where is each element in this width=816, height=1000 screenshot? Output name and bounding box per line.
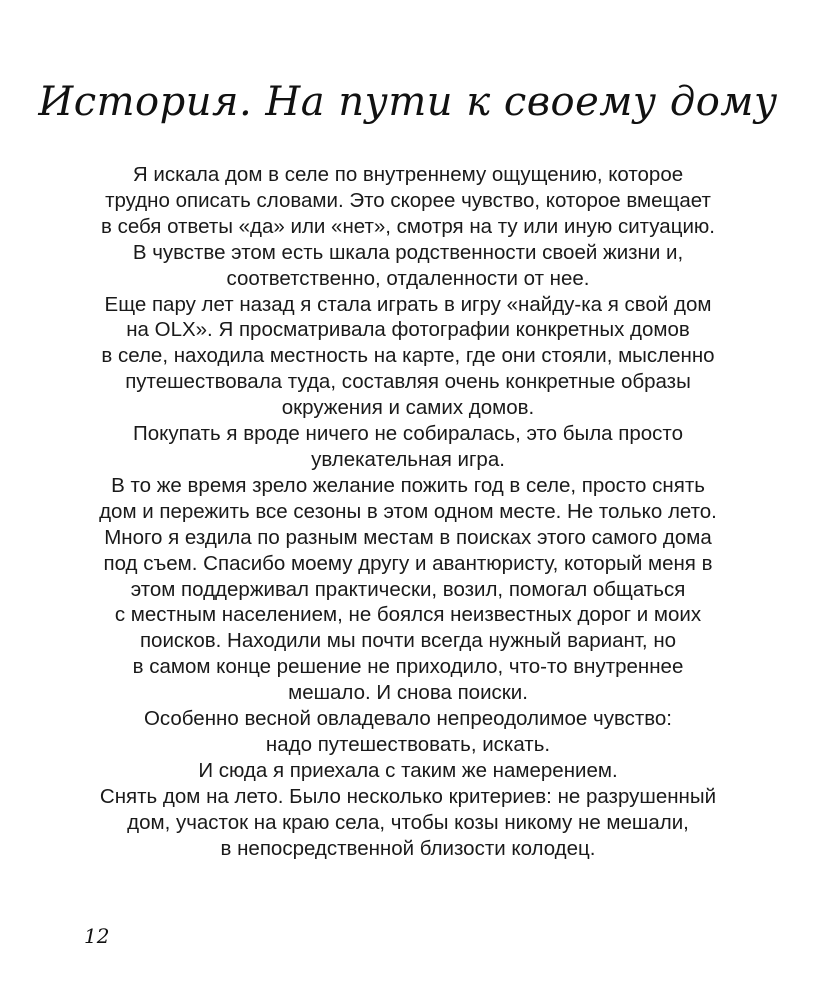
text-line: в непосредственной близости колодец. (220, 836, 596, 860)
text-line: путешествовала туда, составляя очень конкретные образы (125, 370, 691, 394)
text-line: соответственно, отдаленности от нее. (226, 266, 590, 290)
text-line: под съем. Спасибо моему другу и авантюристу, который меня в (103, 551, 713, 575)
page-number: 12 (84, 924, 110, 948)
text-line: с местным населением, не боялся неизвестных дорог и моих (114, 603, 702, 627)
text-line: И сюда я приехала с таким же намерением. (198, 758, 618, 782)
text-line: мешало. И снова поиски. (288, 681, 528, 705)
text-line: дом и пережить все сезоны в этом одном месте. Не только лето. (99, 499, 717, 523)
text-line: Покупать я вроде ничего не собиралась, это была просто (133, 422, 683, 446)
page-title: История. На пути к своему дому (38, 79, 778, 125)
text-line: поисков. Находили мы почти всегда нужный вариант, но (139, 629, 677, 653)
text-line: на OLX». Я просматривала фотографии конкретных домов (126, 318, 690, 342)
text-line: Особенно весной овладевало непреодолимое чувство: (143, 707, 673, 731)
text-line: Много я ездила по разным местам в поисках этого самого дома (104, 525, 712, 549)
text-line: в самом конце решение не приходило, что-то внутреннее (132, 655, 684, 679)
text-line: увлекательная игра. (311, 447, 505, 471)
text-line: В то же время зрело желание пожить год в селе, просто снять (111, 473, 705, 497)
text-line: Еще пару лет назад я стала играть в игру «найду-ка я свой дом (104, 292, 712, 316)
text-line: этом поддерживал практически, возил, помогал общаться (130, 577, 686, 601)
text-line: дом, участок на краю села, чтобы козы никому не мешали, (127, 810, 689, 834)
text-line: В чувстве этом есть шкала родственности своей жизни и, (132, 240, 684, 264)
body-text (60, 162, 756, 861)
text-line: Снять дом на лето. Было несколько критериев: не разрушенный (99, 784, 717, 808)
text-line: окружения и самих домов. (281, 396, 535, 420)
text-line: в селе, находила местность на карте, где они стояли, мысленно (101, 344, 715, 368)
text-line: трудно описать словами. Это скорее чувство, которое вмещает (105, 188, 711, 212)
text-line: в себя ответы «да» или «нет», смотря на ту или иную ситуацию. (101, 214, 715, 238)
text-line: Я искала дом в селе по внутреннему ощущению, которое (132, 163, 684, 186)
text-line: надо путешествовать, искать. (265, 732, 551, 756)
